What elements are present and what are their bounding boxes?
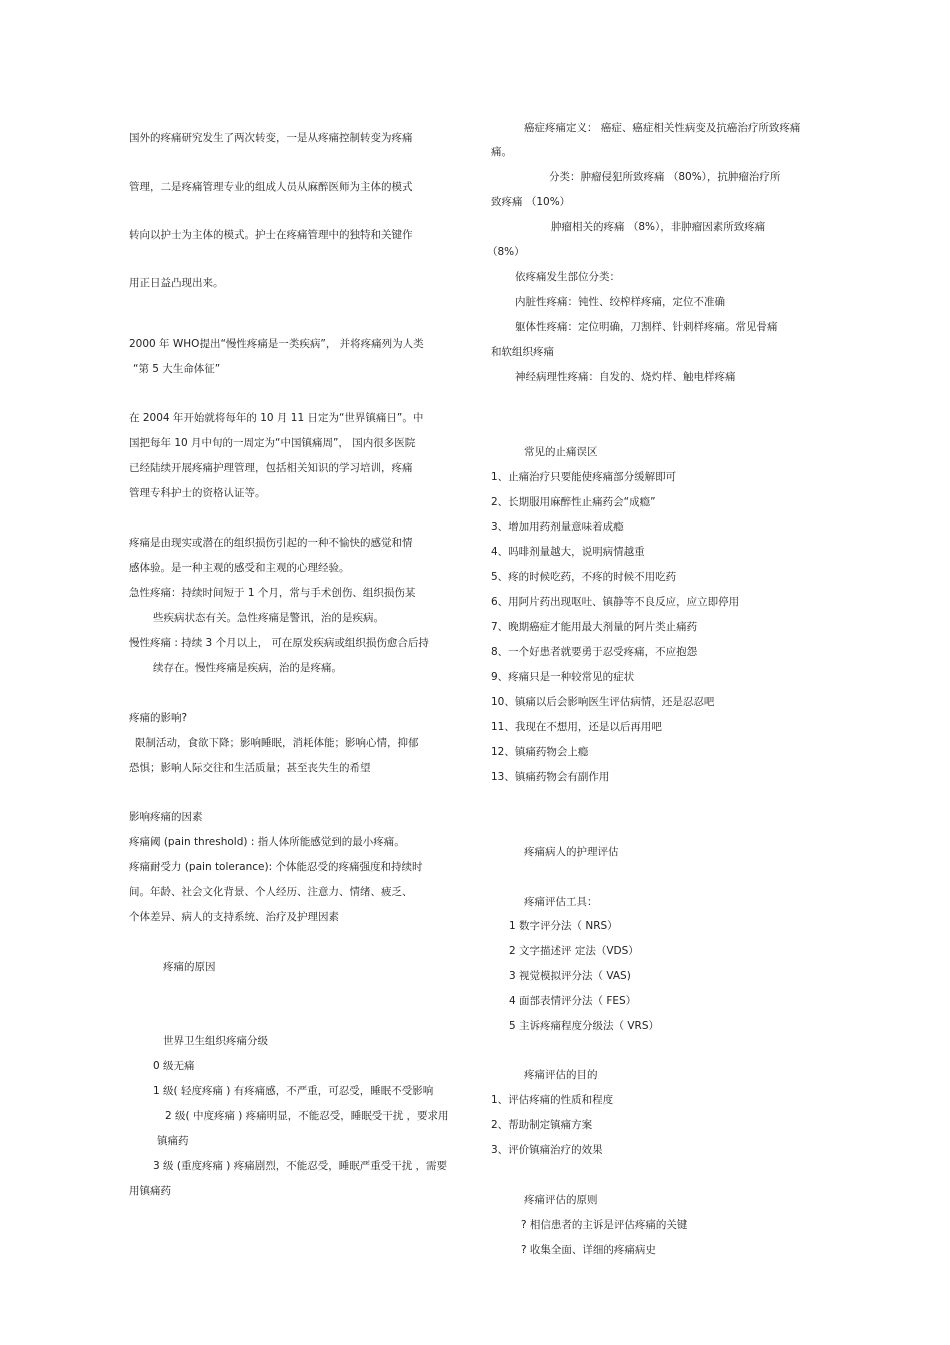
text-line: 已经陆续开展疼痛护理管理，包括相关知识的学习培训，疼痛 (129, 462, 413, 474)
text-line: 依疼痛发生部位分类： (515, 271, 620, 283)
text-line: 转向以护士为主体的模式。护士在疼痛管理中的独特和关键作 (129, 229, 413, 241)
text-line: 疼痛阈 (pain threshold) : 指人体所能感觉到的最小疼痛。 (129, 836, 405, 848)
text-line: 国把每年 10 月中旬的一周定为“中国镇痛周”， 国内很多医院 (129, 437, 416, 449)
section-title: 疼痛的影响? (129, 712, 188, 724)
text-line: 分类：肿瘤侵犯所致疼痛 （80%），抗肿瘤治疗所 (549, 171, 781, 183)
text-line: 和软组织疼痛 (491, 346, 554, 358)
text-line: 在 2004 年开始就将每年的 10 月 11 日定为“世界镇痛日”。中 (129, 412, 424, 424)
text-line: 神经病理性疼痛：自发的、烧灼样、触电样疼痛 (515, 371, 736, 383)
list-item: 4、吗啡剂量越大，说明病情越重 (491, 546, 645, 558)
list-item: 5 主诉疼痛程度分级法（ VRS） (509, 1020, 659, 1032)
list-item: 3、评价镇痛治疗的效果 (491, 1144, 603, 1156)
list-item: 9、疼痛只是一种较常见的症状 (491, 671, 635, 683)
list-item: 3、增加用药剂量意味着成瘾 (491, 521, 624, 533)
text-line: 管理，二是疼痛管理专业的组成人员从麻醉医师为主体的模式 (129, 181, 413, 193)
list-item: 1、止痛治疗只要能使疼痛部分缓解即可 (491, 471, 677, 483)
pain-cause-title: 疼痛的原因 (163, 961, 216, 973)
text-line: 肿瘤相关的疼痛 （8%），非肿瘤因素所致疼痛 (551, 221, 766, 233)
text-line: 慢性疼痛 : 持续 3 个月以上， 可在原发疾病或组织损伤愈合后持 (129, 637, 429, 649)
text-line: 痛。 (491, 146, 512, 158)
text-line: 个体差异、病人的支持系统、治疗及护理因素 (129, 911, 339, 923)
text-line: 躯体性疼痛：定位明确，刀割样、针刺样疼痛。常见骨痛 (515, 321, 778, 333)
list-item: 7、晚期癌症才能用最大剂量的阿片类止痛药 (491, 621, 698, 633)
text-line: 2000 年 WHO提出“慢性疼痛是一类疾病”， 并将疼痛列为人类 (129, 338, 424, 350)
list-item: 13、镇痛药物会有副作用 (491, 771, 610, 783)
list-item: 12、镇痛药物会上瘾 (491, 746, 589, 758)
list-item: 3 视觉模拟评分法（ VAS) (509, 970, 631, 982)
text-line: 癌症疼痛定义： 癌症、癌症相关性病变及抗癌治疗所致疼痛 (524, 122, 801, 134)
grade-item: 0 级无痛 (153, 1060, 195, 1072)
section-title: 影响疼痛的因素 (129, 811, 203, 823)
text-line: 间。年龄、社会文化背景、个人经历、注意力、情绪、疲乏、 (129, 886, 413, 898)
text-line: （8%） (487, 246, 525, 258)
text-line: 国外的疼痛研究发生了两次转变，一是从疼痛控制转变为疼痛 (129, 132, 413, 144)
section-title: 疼痛评估的目的 (524, 1069, 598, 1081)
list-item: 1、评估疼痛的性质和程度 (491, 1094, 614, 1106)
text-line: 疼痛是由现实或潜在的组织损伤引起的一种不愉快的感觉和情 (129, 537, 413, 549)
list-item: 1 数字评分法（ NRS） (509, 920, 618, 932)
text-line: 疼痛耐受力 (pain tolerance): 个体能忍受的疼痛强度和持续时 (129, 861, 423, 873)
text-line: 用正日益凸现出来。 (129, 277, 224, 289)
list-item: 2 文字描述评 定法（VDS） (509, 945, 639, 957)
text-line: 急性疼痛：持续时间短于 1 个月，常与手术创伤、组织损伤某 (129, 587, 416, 599)
grade-item: 镇痛药 (157, 1135, 189, 1147)
grade-item: 1 级( 轻度疼痛 ) 有疼痛感，不严重，可忍受，睡眠不受影响 (153, 1085, 434, 1097)
nursing-assessment-title: 疼痛病人的护理评估 (524, 846, 619, 858)
text-line: “第 5 大生命体征” (133, 363, 221, 375)
section-title: 世界卫生组织疼痛分级 (163, 1035, 268, 1047)
myths-title: 常见的止痛误区 (524, 446, 598, 458)
text-line: 内脏性疼痛：钝性、绞榨样疼痛，定位不准确 (515, 296, 725, 308)
grade-item: 3 级 (重度疼痛 ) 疼痛剧烈，不能忍受，睡眠严重受干扰 ，需要 (153, 1160, 448, 1172)
list-item: 6、用阿片药出现呕吐、镇静等不良反应，应立即停用 (491, 596, 740, 608)
list-item: 2、帮助制定镇痛方案 (491, 1119, 593, 1131)
text-line: 管理专科护士的资格认证等。 (129, 487, 266, 499)
grade-item: 2 级( 中度疼痛 ) 疼痛明显，不能忍受，睡眠受干扰 ，要求用 (165, 1110, 449, 1122)
text-line: 些疾病状态有关。急性疼痛是警讯，治的是疾病。 (153, 612, 384, 624)
list-item: 4 面部表情评分法（ FES） (509, 995, 637, 1007)
list-item: 10、镇痛以后会影响医生评估病情，还是忍忍吧 (491, 696, 715, 708)
list-item: 11、我现在不想用，还是以后再用吧 (491, 721, 662, 733)
list-item: 2、长期服用麻醉性止痛药会“成瘾” (491, 496, 656, 508)
text-line: 续存在。慢性疼痛是疾病，治的是疼痛。 (153, 662, 342, 674)
text-line: 限制活动，食欲下降；影响睡眠，消耗体能；影响心情，抑郁 (135, 737, 419, 749)
list-item: ? 相信患者的主诉是评估疼痛的关键 (521, 1219, 688, 1231)
grade-item: 用镇痛药 (129, 1185, 171, 1197)
text-line: 致疼痛 （10%） (491, 196, 571, 208)
section-title: 疼痛评估的原则 (524, 1194, 598, 1206)
section-title: 疼痛评估工具： (524, 896, 598, 908)
text-line: 感体验。是一种主观的感受和主观的心理经验。 (129, 562, 350, 574)
list-item: 8、一个好患者就要勇于忍受疼痛，不应抱怨 (491, 646, 698, 658)
text-line: 恐惧；影响人际交往和生活质量；甚至丧失生的希望 (129, 762, 371, 774)
list-item: ? 收集全面、详细的疼痛病史 (521, 1244, 656, 1256)
list-item: 5、疼的时候吃药，不疼的时候不用吃药 (491, 571, 677, 583)
